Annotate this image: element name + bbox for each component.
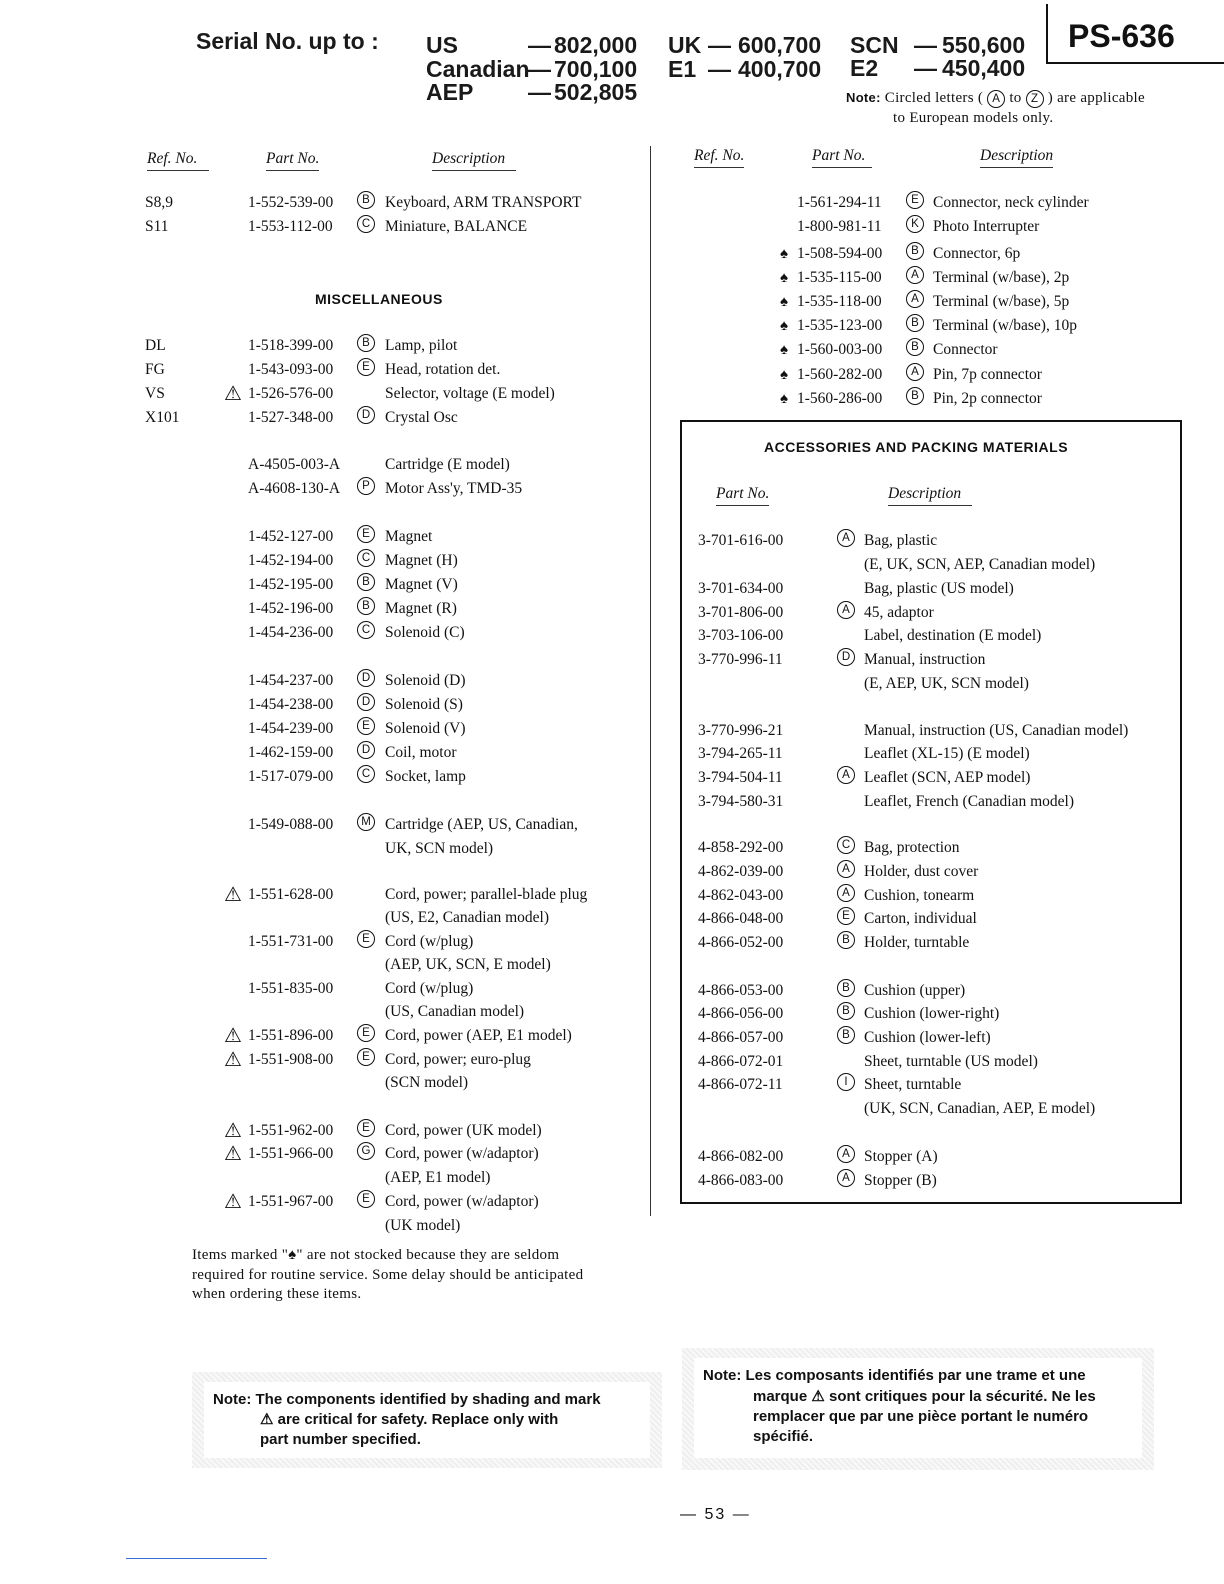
parts-row — [0, 453, 650, 477]
part-description: Leaflet (SCN, AEP model) — [864, 769, 1031, 786]
circled-letter-icon: B — [906, 242, 924, 260]
part-description: Selector, voltage (E model) — [385, 385, 555, 402]
model-number: PS-636 — [1068, 18, 1175, 54]
part-number: 3-770-996-11 — [698, 651, 783, 668]
part-description: Cord, power (w/adaptor) — [385, 1145, 539, 1162]
circled-letter-icon: G — [357, 1142, 375, 1160]
part-number: 1-551-908-00 — [248, 1051, 334, 1068]
serial-dash: — — [528, 79, 551, 105]
circled-letter-icon: B — [837, 931, 855, 949]
part-description: Stopper (B) — [864, 1172, 937, 1189]
safety-note-label: Note: — [703, 1367, 742, 1384]
circled-letter-icon: D — [357, 406, 375, 424]
accessory-row — [0, 742, 1224, 766]
part-description: Solenoid (D) — [385, 672, 466, 689]
circled-letter-icon: C — [357, 549, 375, 567]
safety-note-text: remplacer que par une pièce portant le numéro — [753, 1408, 1089, 1425]
circled-letter-icon: A — [837, 860, 855, 878]
accessory-row — [0, 1145, 1224, 1169]
safety-note-text: marque — [753, 1388, 808, 1405]
circled-letter-icon: I — [837, 1073, 855, 1091]
part-description: Cushion, tonearm — [864, 887, 975, 904]
warning-icon: ⚠ — [260, 1411, 274, 1428]
circled-letter-icon: B — [837, 1002, 855, 1020]
bullet-icon: ♠ — [780, 294, 788, 310]
part-number: 4-866-057-00 — [698, 1029, 784, 1046]
circled-letter-icon: E — [357, 1190, 375, 1208]
col-header-part: Part No. — [716, 485, 769, 506]
serial-region-e1: E1 — [668, 56, 697, 82]
parts-row — [0, 813, 650, 837]
parts-row — [0, 693, 650, 717]
circled-letter-icon: B — [357, 191, 375, 209]
not-stocked-footnote — [192, 1246, 592, 1305]
part-description: Solenoid (S) — [385, 696, 463, 713]
col-header-desc: Description — [432, 150, 516, 171]
part-number: 1-543-093-00 — [248, 361, 334, 378]
part-number: 4-866-048-00 — [698, 910, 784, 927]
part-number: 1-549-088-00 — [248, 816, 334, 833]
part-description: Cushion (lower-left) — [864, 1029, 991, 1046]
bullet-icon: ♠ — [780, 318, 788, 334]
circled-letter-icon: D — [357, 741, 375, 759]
circled-letter-icon: A — [837, 884, 855, 902]
safety-note-text: sont critiques pour la sécurité. Ne les — [828, 1388, 1096, 1405]
parts-row — [0, 242, 1224, 266]
part-number: 1-560-282-00 — [797, 366, 883, 383]
part-number: 1-551-628-00 — [248, 886, 334, 903]
part-number: 3-794-265-11 — [698, 745, 783, 762]
accessory-row — [0, 648, 1224, 672]
bullet-icon: ♠ — [780, 342, 788, 358]
part-number: 1-561-294-11 — [797, 194, 882, 211]
part-description: Stopper (A) — [864, 1148, 938, 1165]
part-number: 3-701-616-00 — [698, 532, 784, 549]
accessory-row — [0, 553, 1224, 577]
parts-row — [0, 1214, 650, 1238]
accessory-row — [0, 931, 1224, 955]
circled-letter-icon: B — [837, 979, 855, 997]
parts-row — [0, 215, 1224, 239]
warning-icon: ⚠ — [224, 884, 242, 906]
circled-letter-icon: Z — [1026, 90, 1044, 108]
circled-letter-icon: B — [906, 338, 924, 356]
part-description: Cushion (lower-right) — [864, 1005, 1000, 1022]
accessory-row — [0, 1169, 1224, 1193]
circled-letter-icon: B — [906, 314, 924, 332]
part-description: Magnet (V) — [385, 576, 458, 593]
circled-letter-icon: E — [357, 1048, 375, 1066]
part-description: Miniature, BALANCE — [385, 218, 528, 235]
part-description: Bag, plastic (US model) — [864, 580, 1014, 597]
circled-letter-icon: P — [357, 477, 375, 495]
serial-value-aep: 502,805 — [554, 79, 638, 105]
part-description: Carton, individual — [864, 910, 977, 927]
note-text: to — [1009, 90, 1022, 106]
part-description: Cord (w/plug) — [385, 933, 474, 950]
parts-row — [0, 953, 650, 977]
part-description: Bag, plastic — [864, 532, 938, 549]
parts-row — [0, 290, 1224, 314]
footnote-text: " are not stocked because they are seldom required for routine service. Some delay should be anticipated when ordering these items. — [192, 1247, 584, 1302]
safety-note-text: part number specified. — [260, 1431, 421, 1448]
part-number: 4-866-083-00 — [698, 1172, 784, 1189]
accessory-row — [0, 790, 1224, 814]
warning-icon: ⚠ — [224, 1025, 242, 1047]
part-number: A-4505-003-A — [248, 456, 341, 473]
part-number: 4-866-072-01 — [698, 1053, 784, 1070]
page-number: — 53 — — [680, 1506, 751, 1523]
part-number: 1-551-896-00 — [248, 1027, 334, 1044]
bullet-icon: ♠ — [288, 1247, 297, 1263]
part-description: Cord, power (UK model) — [385, 1122, 542, 1139]
circled-letter-icon: A — [837, 1145, 855, 1163]
circled-letter-icon: B — [357, 597, 375, 615]
safety-note-fr — [694, 1358, 1142, 1458]
part-description: Motor Ass'y, TMD-35 — [385, 480, 523, 497]
circled-letter-icon: E — [357, 717, 375, 735]
part-description: Manual, instruction (US, Canadian model) — [864, 722, 1129, 739]
accessory-row — [0, 601, 1224, 625]
parts-row — [0, 387, 1224, 411]
part-number: 3-703-106-00 — [698, 627, 784, 644]
part-description: Terminal (w/base), 5p — [933, 293, 1070, 310]
part-number: 4-866-072-11 — [698, 1076, 783, 1093]
circled-letter-icon: E — [906, 191, 924, 209]
part-number: A-4608-130-A — [248, 480, 341, 497]
col-header-ref: Ref. No. — [694, 147, 744, 168]
accessory-row — [0, 860, 1224, 884]
part-description: 45, adaptor — [864, 604, 934, 621]
part-description: Cord (w/plug) — [385, 980, 474, 997]
serial-region-canadian: Canadian — [426, 56, 530, 82]
serial-region-aep: AEP — [426, 79, 474, 105]
accessory-row — [0, 1073, 1224, 1097]
serial-dash: — — [528, 56, 551, 82]
part-description: Solenoid (V) — [385, 720, 466, 737]
part-description: (US, Canadian model) — [385, 1003, 525, 1020]
parts-row — [0, 477, 650, 501]
serial-value-e1: 400,700 — [738, 56, 822, 82]
part-number: 1-508-594-00 — [797, 245, 883, 262]
part-number: 1-551-731-00 — [248, 933, 334, 950]
part-number: 1-452-194-00 — [248, 552, 334, 569]
part-number: 1-553-112-00 — [248, 218, 333, 235]
part-description: (UK model) — [385, 1217, 461, 1234]
accessory-row — [0, 907, 1224, 931]
part-number: 1-452-127-00 — [248, 528, 334, 545]
circled-letter-icon: E — [357, 525, 375, 543]
part-number: 1-527-348-00 — [248, 409, 334, 426]
part-number: 1-535-123-00 — [797, 317, 883, 334]
parts-row — [0, 314, 1224, 338]
part-description: (UK, SCN, Canadian, AEP, E model) — [864, 1100, 1096, 1117]
circled-letter-icon: B — [906, 387, 924, 405]
part-description: (AEP, E1 model) — [385, 1169, 491, 1186]
part-description: Connector, neck cylinder — [933, 194, 1089, 211]
serial-value-e2: 450,400 — [942, 55, 1026, 81]
bullet-icon: ♠ — [780, 367, 788, 383]
circled-letter-icon: C — [357, 765, 375, 783]
part-description: Cord, power; euro-plug — [385, 1051, 531, 1068]
part-number: 3-794-580-31 — [698, 793, 784, 810]
serial-dash: — — [914, 55, 937, 81]
safety-note-text: are critical for safety. Replace only with — [277, 1411, 559, 1428]
serial-label: Serial No. up to : — [196, 28, 379, 54]
accessory-row — [0, 529, 1224, 553]
part-description: Cord, power (w/adaptor) — [385, 1193, 539, 1210]
parts-row — [0, 1190, 650, 1214]
warning-icon: ⚠ — [224, 1049, 242, 1071]
circled-letter-icon: A — [987, 90, 1005, 108]
accessory-row — [0, 979, 1224, 1003]
part-number: 4-866-082-00 — [698, 1148, 784, 1165]
part-description: Magnet (H) — [385, 552, 458, 569]
accessory-row — [0, 672, 1224, 696]
warning-icon: ⚠ — [224, 1120, 242, 1142]
part-number: 4-858-292-00 — [698, 839, 784, 856]
warning-icon: ⚠ — [224, 1143, 242, 1165]
serial-dash: — — [528, 32, 551, 58]
circled-letter-icon: A — [837, 601, 855, 619]
warning-icon: ⚠ — [224, 1191, 242, 1213]
part-description: Leaflet (XL-15) (E model) — [864, 745, 1030, 762]
part-number: 1-800-981-11 — [797, 218, 882, 235]
part-number: 1-560-286-00 — [797, 390, 883, 407]
part-number: 1-551-966-00 — [248, 1145, 334, 1162]
note-text: ) are applicable — [1047, 90, 1145, 106]
part-number: 1-552-539-00 — [248, 194, 334, 211]
serial-value-canadian: 700,100 — [554, 56, 638, 82]
circled-letter-icon: A — [837, 1169, 855, 1187]
accessory-row — [0, 624, 1224, 648]
ref-number: S8,9 — [145, 194, 173, 211]
part-number: 1-454-237-00 — [248, 672, 334, 689]
warning-icon: ⚠ — [811, 1388, 825, 1405]
part-description: Connector, 6p — [933, 245, 1021, 262]
part-number: 4-866-052-00 — [698, 934, 784, 951]
part-number: 1-535-115-00 — [797, 269, 882, 286]
part-description: (US, E2, Canadian model) — [385, 909, 550, 926]
part-number: 1-551-835-00 — [248, 980, 334, 997]
accessory-row — [0, 1050, 1224, 1074]
part-description: Manual, instruction — [864, 651, 986, 668]
part-description: Cord, power; parallel-blade plug — [385, 886, 588, 903]
circled-letter-icon: D — [837, 648, 855, 666]
part-description: (E, UK, SCN, AEP, Canadian model) — [864, 556, 1096, 573]
part-description: Pin, 2p connector — [933, 390, 1042, 407]
ref-number: DL — [145, 337, 166, 354]
circled-letter-icon: E — [357, 1024, 375, 1042]
serial-value-scn: 550,600 — [942, 32, 1026, 58]
safety-note-text: The components identified by shading and mark — [255, 1391, 601, 1408]
part-number: 1-518-399-00 — [248, 337, 334, 354]
parts-row — [0, 338, 1224, 362]
safety-note-text: spécifié. — [753, 1428, 814, 1445]
circled-letter-icon: B — [837, 1026, 855, 1044]
part-number: 3-770-996-21 — [698, 722, 784, 739]
part-number: 1-452-196-00 — [248, 600, 334, 617]
part-description: Terminal (w/base), 2p — [933, 269, 1070, 286]
part-description: Magnet — [385, 528, 433, 545]
circled-letter-icon: C — [357, 621, 375, 639]
serial-value-us: 802,000 — [554, 32, 638, 58]
part-description: Solenoid (C) — [385, 624, 465, 641]
footnote-text: Items marked " — [192, 1247, 289, 1263]
circled-letter-icon: D — [357, 669, 375, 687]
note-text: to European models only. — [893, 110, 1054, 126]
circled-letter-icon: A — [906, 363, 924, 381]
part-description: Cord, power (AEP, E1 model) — [385, 1027, 572, 1044]
circled-letter-icon: C — [357, 215, 375, 233]
safety-note-en — [204, 1382, 650, 1458]
circled-letter-icon: E — [357, 358, 375, 376]
col-header-part: Part No. — [266, 150, 319, 171]
part-number: 1-535-118-00 — [797, 293, 882, 310]
part-description: Cushion (upper) — [864, 982, 966, 999]
bullet-icon: ♠ — [780, 391, 788, 407]
part-number: 1-454-236-00 — [248, 624, 334, 641]
part-description: Magnet (R) — [385, 600, 457, 617]
accessory-row — [0, 836, 1224, 860]
circled-letter-icon: A — [906, 266, 924, 284]
section-title-misc: MISCELLANEOUS — [315, 291, 443, 307]
circled-letter-icon: C — [837, 836, 855, 854]
part-number: 4-862-039-00 — [698, 863, 784, 880]
note-label: Note: — [846, 90, 881, 105]
part-number: 4-862-043-00 — [698, 887, 784, 904]
ref-number: FG — [145, 361, 165, 378]
part-description: Photo Interrupter — [933, 218, 1040, 235]
part-number: 1-517-079-00 — [248, 768, 334, 785]
part-number: 4-866-053-00 — [698, 982, 784, 999]
circled-letter-icon: E — [837, 907, 855, 925]
serial-dash: — — [708, 32, 731, 58]
col-header-desc: Description — [888, 485, 972, 506]
parts-row — [0, 191, 1224, 215]
circled-letter-icon: B — [357, 334, 375, 352]
part-number: 1-560-003-00 — [797, 341, 883, 358]
serial-dash: — — [708, 56, 731, 82]
accessories-title: ACCESSORIES AND PACKING MATERIALS — [764, 439, 1069, 455]
european-note — [846, 88, 1145, 128]
part-number: 1-551-967-00 — [248, 1193, 334, 1210]
bullet-icon: ♠ — [780, 270, 788, 286]
serial-region-uk: UK — [668, 32, 702, 58]
circled-letter-icon: A — [906, 290, 924, 308]
part-description: Socket, lamp — [385, 768, 466, 785]
serial-value-uk: 600,700 — [738, 32, 822, 58]
serial-region-us: US — [426, 32, 458, 58]
part-number: 1-551-962-00 — [248, 1122, 334, 1139]
parts-row — [0, 363, 1224, 387]
part-description: Cartridge (E model) — [385, 456, 510, 473]
part-description: Sheet, turntable (US model) — [864, 1053, 1038, 1070]
parts-row — [0, 1119, 650, 1143]
accessory-row — [0, 1097, 1224, 1121]
accessory-row — [0, 884, 1224, 908]
safety-note-text: Les composants identifiés par une trame et une — [745, 1367, 1086, 1384]
serial-dash: — — [914, 32, 937, 58]
circled-letter-icon: K — [906, 215, 924, 233]
part-description: Holder, dust cover — [864, 863, 979, 880]
col-header-part: Part No. — [812, 147, 872, 168]
part-description: Coil, motor — [385, 744, 457, 761]
accessory-row — [0, 766, 1224, 790]
part-description: Pin, 7p connector — [933, 366, 1042, 383]
ref-number: S11 — [145, 218, 169, 235]
circled-letter-icon: B — [357, 573, 375, 591]
accessory-row — [0, 1026, 1224, 1050]
part-description: Lamp, pilot — [385, 337, 458, 354]
col-header-ref: Ref. No. — [147, 150, 209, 171]
part-number: 1-462-159-00 — [248, 744, 334, 761]
part-description: Leaflet, French (Canadian model) — [864, 793, 1075, 810]
circled-letter-icon: A — [837, 529, 855, 547]
part-description: Holder, turntable — [864, 934, 970, 951]
part-description: (SCN model) — [385, 1074, 469, 1091]
part-description: Terminal (w/base), 10p — [933, 317, 1077, 334]
part-description: (AEP, UK, SCN, E model) — [385, 956, 551, 973]
part-description: Head, rotation det. — [385, 361, 501, 378]
part-description: Label, destination (E model) — [864, 627, 1042, 644]
part-number: 1-452-195-00 — [248, 576, 334, 593]
safety-note-fr-shading — [682, 1348, 1154, 1470]
safety-note-en-shading — [192, 1372, 662, 1468]
part-number: 3-701-634-00 — [698, 580, 784, 597]
bullet-icon: ♠ — [780, 246, 788, 262]
accessory-row — [0, 1002, 1224, 1026]
part-description: Crystal Osc — [385, 409, 458, 426]
part-description: Sheet, turntable — [864, 1076, 962, 1093]
accessory-row — [0, 577, 1224, 601]
circled-letter-icon: A — [837, 766, 855, 784]
warning-icon: ⚠ — [224, 383, 242, 405]
parts-row — [0, 266, 1224, 290]
accessory-row — [0, 719, 1224, 743]
part-description: Bag, protection — [864, 839, 960, 856]
part-number: 1-454-239-00 — [248, 720, 334, 737]
page-edge-rule — [126, 1558, 267, 1559]
serial-region-scn: SCN — [850, 32, 899, 58]
part-description: Connector — [933, 341, 998, 358]
part-number: 3-701-806-00 — [698, 604, 784, 621]
part-number: 1-526-576-00 — [248, 385, 334, 402]
part-number: 3-794-504-11 — [698, 769, 783, 786]
serial-region-e2: E2 — [850, 55, 879, 81]
ref-number: VS — [145, 385, 165, 402]
part-number: 1-454-238-00 — [248, 696, 334, 713]
part-number: 4-866-056-00 — [698, 1005, 784, 1022]
ref-number: X101 — [145, 409, 180, 426]
part-description: Cartridge (AEP, US, Canadian, — [385, 816, 578, 833]
safety-note-label: Note: — [213, 1391, 252, 1408]
part-description: Keyboard, ARM TRANSPORT — [385, 194, 582, 211]
part-description: UK, SCN model) — [385, 840, 494, 857]
circled-letter-icon: M — [357, 813, 375, 831]
note-text: Circled letters ( — [884, 90, 984, 106]
circled-letter-icon: E — [357, 1119, 375, 1137]
circled-letter-icon: D — [357, 693, 375, 711]
col-header-desc: Description — [980, 147, 1053, 168]
circled-letter-icon: E — [357, 930, 375, 948]
part-description: (E, AEP, UK, SCN model) — [864, 675, 1029, 692]
